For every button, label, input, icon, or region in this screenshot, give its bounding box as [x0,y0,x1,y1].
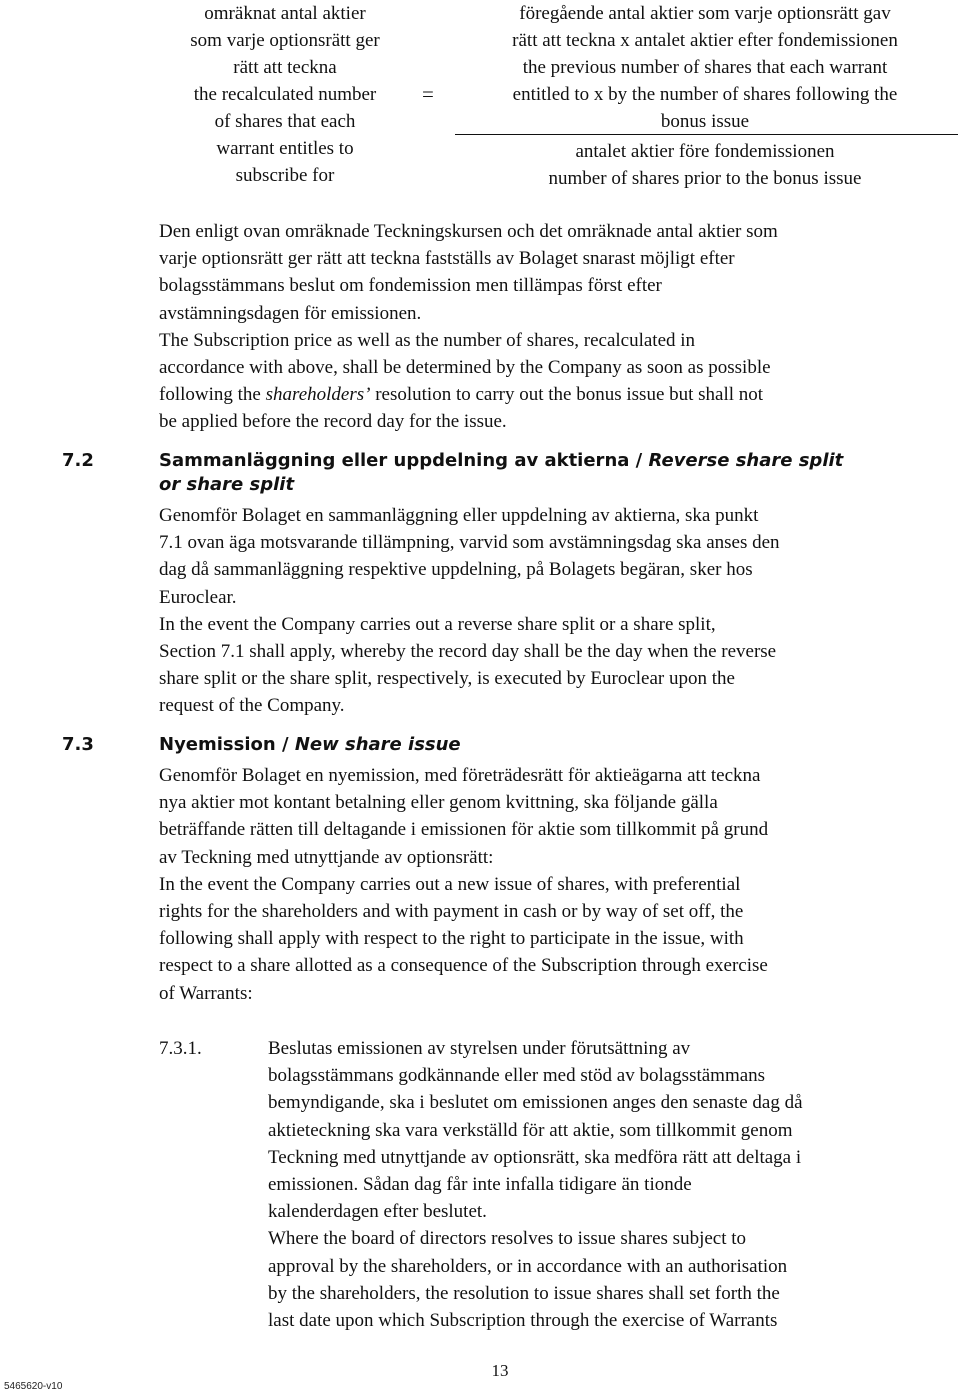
formula-lhs [150,0,420,189]
fraction-bar [455,134,958,135]
paragraph-line: Euroclear. [159,586,237,608]
paragraph-line: following shall apply with respect to the right to participate in the issue, with [159,928,744,950]
paragraph-line: share split or the share split, respectively, is executed by Euroclear upon the [159,668,735,690]
heading-line [159,449,939,473]
paragraph-line: Beslutas emissionen av styrelsen under förutsättning av [268,1038,691,1059]
section-number: 7.3 [62,734,94,755]
paragraph-line: bolagsstämmans beslut om fondemission men tillämpas först efter [159,275,662,297]
formula-lhs-line: subscribe for [235,165,335,186]
paragraph-line: Where the board of directors resolves to issue shares subject to [268,1228,747,1250]
paragraph-line: Teckning med utnyttjande av optionsrätt, ska medföra rätt att deltaga i [268,1146,802,1168]
paragraph-line: In the event the Company carries out a reverse share split or a share split, [159,613,716,635]
numerator-line: föregående antal aktier som varje optionsrätt gav [519,3,891,24]
paragraph-line: Genomför Bolaget en nyemission, med företrädesrätt för aktieägarna att teckna [159,765,761,786]
paragraph-line: by the shareholders, the resolution to issue shares shall set forth the [268,1282,780,1304]
denominator-line: antalet aktier före fondemissionen [575,141,835,162]
formula-lhs-line: of shares that each [214,111,356,132]
page-number: 13 [491,1361,509,1380]
paragraph-line: Genomför Bolaget en sammanläggning eller uppdelning av aktierna, ska punkt [159,505,759,526]
formula-lhs-line: warrant entitles to [216,138,354,159]
numerator-line: entitled to x by the number of shares following the [512,84,898,105]
paragraph-line: emissionen. Sådan dag får inte infalla tidigare än tionde [268,1174,692,1196]
denominator-line: number of shares prior to the bonus issue [548,168,862,189]
formula-lhs-line: omräknat antal aktier [204,3,366,24]
paragraph-line: beträffande rätten till deltagande i emissionen för aktie som tillkommit på grund [159,819,769,841]
formula-lhs-line: rätt att teckna [233,57,337,78]
paragraph-line: accordance with above, shall be determined by the Company as soon as possible [159,357,771,379]
heading-line: or share split [159,474,295,495]
formula-numerator [455,0,955,135]
paragraph-line: last date upon which Subscription through the exercise of Warrants [268,1310,778,1332]
section-number: 7.2 [62,450,94,471]
paragraph-line: request of the Company. [159,695,345,717]
section-heading [159,449,939,497]
paragraph-line: avstämningsdagen för emissionen. [159,302,422,324]
paragraph-line: Section 7.1 shall apply, whereby the record day shall be the day when the reverse [159,641,777,663]
equals-sign: = [422,82,434,106]
subsection-body [268,1035,948,1334]
paragraph-line: varje optionsrätt ger rätt att teckna fastställs av Bolaget snarast möjligt efter [159,248,735,270]
paragraph-line: kalenderdagen efter beslutet. [268,1201,487,1223]
paragraph-line: aktieteckning ska vara verkställd för att aktie, som tillkommit genom [268,1119,793,1141]
paragraph-line: of Warrants: [159,982,253,1004]
subsection-number: 7.3.1. [159,1038,202,1059]
heading-sv: Nyemission / [159,734,295,755]
heading-en: Reverse share split [648,450,844,471]
paragraph-line: approval by the shareholders, or in accordance with an authorisation [268,1255,788,1277]
text-run: following the [159,384,266,406]
section-body [159,502,949,720]
document-id: 5465620-v10 [4,1381,63,1392]
heading-sv: Sammanläggning eller uppdelning av aktierna / [159,450,649,471]
numerator-line: rätt att teckna x antalet aktier efter fondemissionen [512,30,898,51]
paragraph-line: In the event the Company carries out a new issue of shares, with preferential [159,873,741,895]
recalculation-paragraph [159,218,949,436]
paragraph-line: Den enligt ovan omräknade Teckningskursen och det omräknade antal aktier som [159,221,778,242]
paragraph-line: respect to a share allotted as a consequence of the Subscription through exercise [159,955,768,977]
paragraph-line: The Subscription price as well as the number of shares, recalculated in [159,329,696,351]
paragraph-line: dag då sammanläggning respektive uppdelning, på Bolagets begäran, sker hos [159,559,753,581]
paragraph-line: bolagsstämmans godkännande eller med stöd av bolagsstämmans [268,1065,766,1087]
numerator-line: bonus issue [660,111,750,132]
heading-en: New share issue [294,734,461,755]
paragraph-line: be applied before the record day for the issue. [159,411,507,433]
formula-lhs-line: the recalculated number [193,84,377,105]
section-heading [159,733,939,757]
paragraph-line: 7.1 ovan äga motsvarande tillämpning, varvid som avstämningsdag ska anses den [159,532,780,554]
paragraph-line: bemyndigande, ska i beslutet om emissionen anges den senaste dag då [268,1092,803,1114]
formula-lhs-line: som varje optionsrätt ger [190,30,380,51]
paragraph-line: rights for the shareholders and with payment in cash or by way of set off, the [159,901,744,923]
paragraph-line: nya aktier mot kontant betalning eller genom kvittning, ska följande gälla [159,792,718,814]
numerator-line: the previous number of shares that each warrant [522,57,888,78]
heading-line [159,733,939,757]
formula-denominator [455,138,955,192]
paragraph-line: av Teckning med utnyttjande av optionsrätt: [159,846,494,868]
paragraph-line [159,381,949,408]
text-run: resolution to carry out the bonus issue but shall not [370,384,764,406]
italic-text-run: shareholders’ [265,384,371,406]
section-body [159,762,949,1007]
